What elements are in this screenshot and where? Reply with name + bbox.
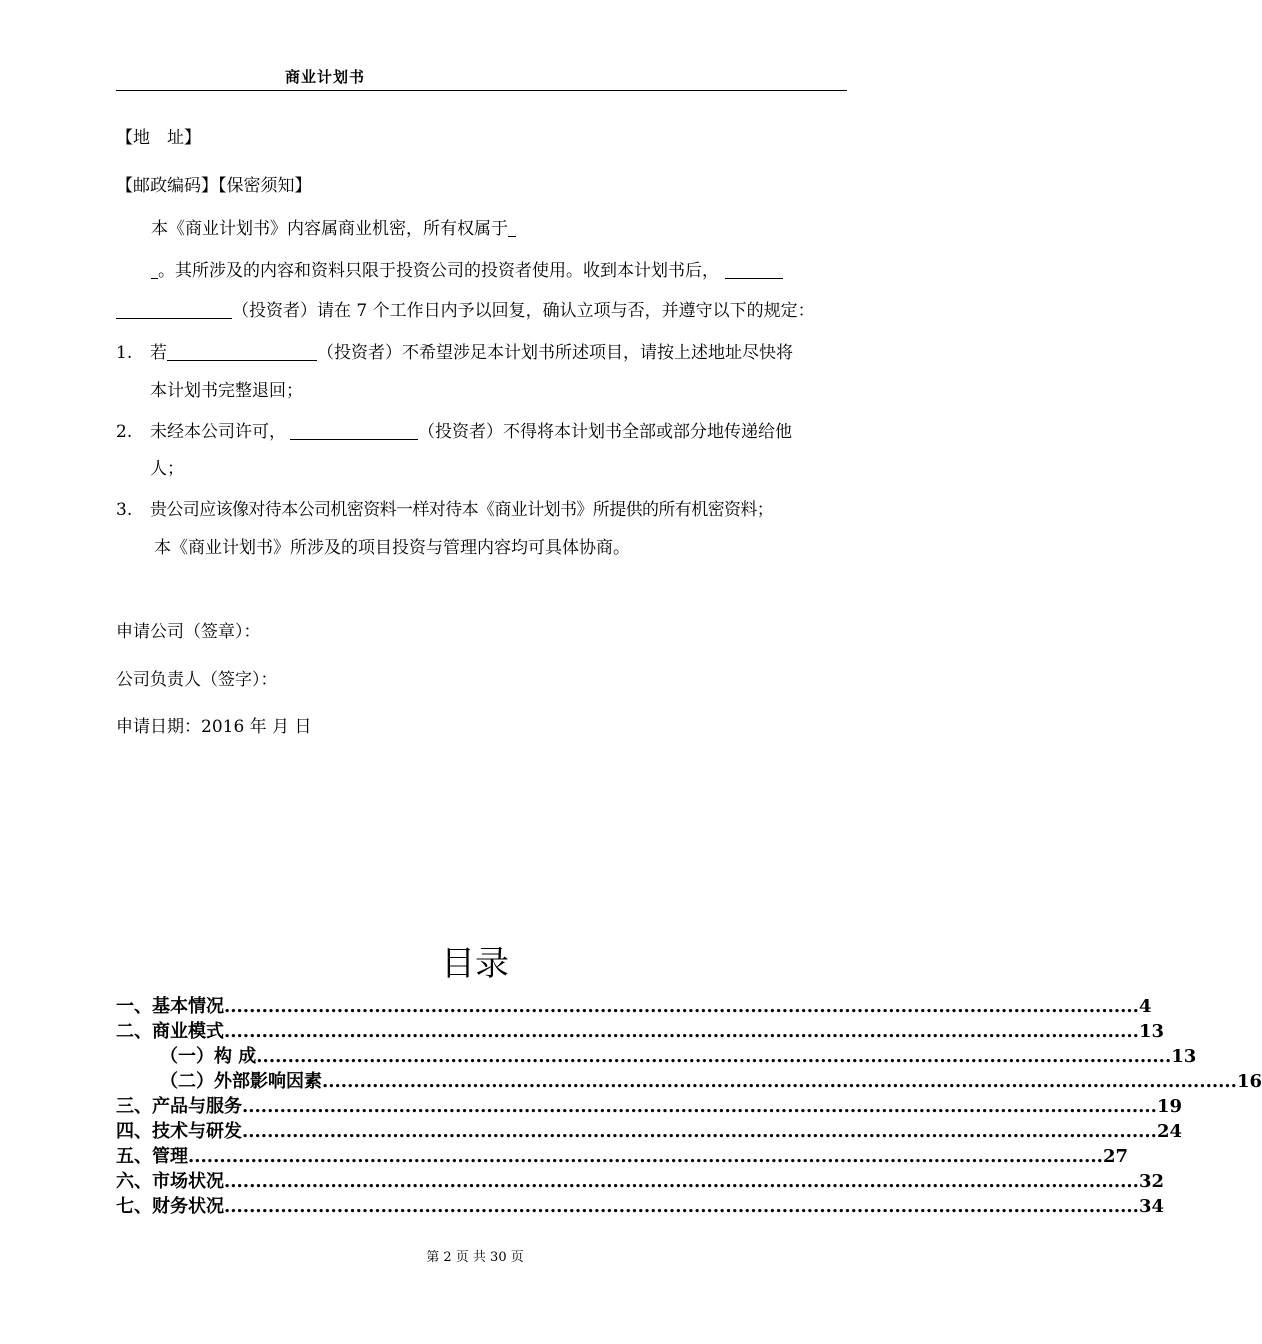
rule-1-number: 1.: [116, 343, 133, 363]
toc-entry-label: 三、产品与服务: [116, 1096, 242, 1117]
toc-entry[interactable]: [116, 1119, 1182, 1144]
rule-2-pre: 未经本公司许可，: [150, 422, 286, 442]
rule-1-line1: [150, 342, 793, 364]
rule-1-line2: 本计划书完整退回；: [150, 381, 303, 401]
page-footer: 第 2 页 共 30 页: [426, 1250, 524, 1265]
toc-dot-leader: ..................................................................................................................................................: [224, 1021, 1139, 1042]
company-principal-signature: 公司负责人（签字）：: [116, 670, 278, 690]
toc-title: 目录: [441, 944, 509, 984]
rule-3-line2: 本《商业计划书》所涉及的项目投资与管理内容均可具体协商。: [154, 538, 630, 558]
investor-blank-a: [725, 260, 783, 279]
toc-entry-label: 一、基本情况: [116, 996, 224, 1017]
toc-dot-leader: ..................................................................................................................................................: [242, 1096, 1157, 1117]
toc-entry-label: （一）构 成: [160, 1046, 257, 1067]
investor-blank-b: [116, 300, 232, 319]
rule-2-line1: [150, 421, 792, 443]
para-line1-text: 本《商业计划书》内容属商业机密，所有权属于: [151, 219, 508, 239]
postal-confidential-label: 【邮政编码】【保密须知】: [116, 176, 312, 196]
toc-dot-leader: ..................................................................................................................................................: [256, 1046, 1172, 1067]
rule-2-post: （投资者）不得将本计划书全部或部分地传递给他: [418, 422, 792, 442]
toc-entry-page: 13: [1171, 1046, 1197, 1067]
toc-entry-page: 4: [1138, 996, 1152, 1017]
application-date: 申请日期：2016 年 月 日: [116, 717, 312, 737]
toc-entry-label: （二）外部影响因素: [160, 1071, 322, 1092]
rule-1-pre: 若: [150, 343, 167, 363]
rule-1-post: （投资者）不希望涉足本计划书所述项目，请按上述地址尽快将: [317, 343, 793, 363]
applicant-company-signature: 申请公司（签章）：: [116, 622, 261, 642]
rule-3-line1: 贵公司应该像对待本公司机密资料一样对待本《商业计划书》所提供的所有机密资料；: [150, 500, 774, 520]
rule-2-blank: [290, 421, 418, 440]
toc-entry[interactable]: [116, 1169, 1164, 1194]
confidential-para-line2: [151, 260, 783, 282]
toc-entry[interactable]: [116, 1069, 1262, 1094]
para-line3-text: （投资者）请在 7 个工作日内予以回复，确认立项与否，并遵守以下的规定：: [232, 301, 815, 321]
toc-dot-leader: ..................................................................................................................................................: [242, 1121, 1157, 1142]
rule-3-number: 3.: [116, 500, 133, 520]
toc-entry-page: 19: [1156, 1096, 1182, 1117]
confidential-para-line1: [151, 218, 516, 240]
toc-dot-leader: ..................................................................................................................................................: [188, 1146, 1103, 1167]
rule-1-blank: [167, 342, 317, 361]
toc-entry-label: 五、管理: [116, 1146, 188, 1167]
toc-dot-leader: ..................................................................................................................................................: [224, 1196, 1139, 1217]
toc-entry-label: 二、商业模式: [116, 1021, 224, 1042]
toc-dot-leader: ..................................................................................................................................................: [322, 1071, 1237, 1092]
para-line2-text: 。其所涉及的内容和资料只限于投资公司的投资者使用。收到本计划书后，: [158, 261, 719, 281]
toc-entry-label: 六、市场状况: [116, 1171, 224, 1192]
rule-2-number: 2.: [116, 422, 133, 442]
toc-entry[interactable]: [116, 1094, 1182, 1119]
owner-blank-cont: [151, 260, 158, 279]
toc-dot-leader: ..................................................................................................................................................: [224, 1171, 1139, 1192]
address-label: 【地 址】: [116, 128, 201, 148]
toc-entry-page: 13: [1138, 1021, 1164, 1042]
toc-entry-label: 四、技术与研发: [116, 1121, 242, 1142]
toc-entry[interactable]: [116, 1144, 1128, 1169]
toc-entry[interactable]: [116, 1194, 1164, 1219]
header-divider: [116, 90, 847, 91]
toc-entry-label: 七、财务状况: [116, 1196, 224, 1217]
header-title: 商业计划书: [285, 68, 366, 86]
toc-list: [116, 994, 1262, 1219]
rule-2-line2: 人；: [150, 459, 184, 479]
toc-entry-page: 27: [1102, 1146, 1128, 1167]
toc-entry-page: 16: [1236, 1071, 1262, 1092]
toc-entry[interactable]: [116, 1044, 1197, 1069]
toc-entry-page: 34: [1138, 1196, 1164, 1217]
owner-blank: [508, 218, 516, 237]
toc-entry[interactable]: [116, 994, 1152, 1019]
toc-entry-page: 24: [1156, 1121, 1182, 1142]
toc-entry-page: 32: [1138, 1171, 1164, 1192]
confidential-para-line3: [116, 300, 815, 322]
toc-dot-leader: ..................................................................................................................................................: [224, 996, 1139, 1017]
toc-entry[interactable]: [116, 1019, 1164, 1044]
